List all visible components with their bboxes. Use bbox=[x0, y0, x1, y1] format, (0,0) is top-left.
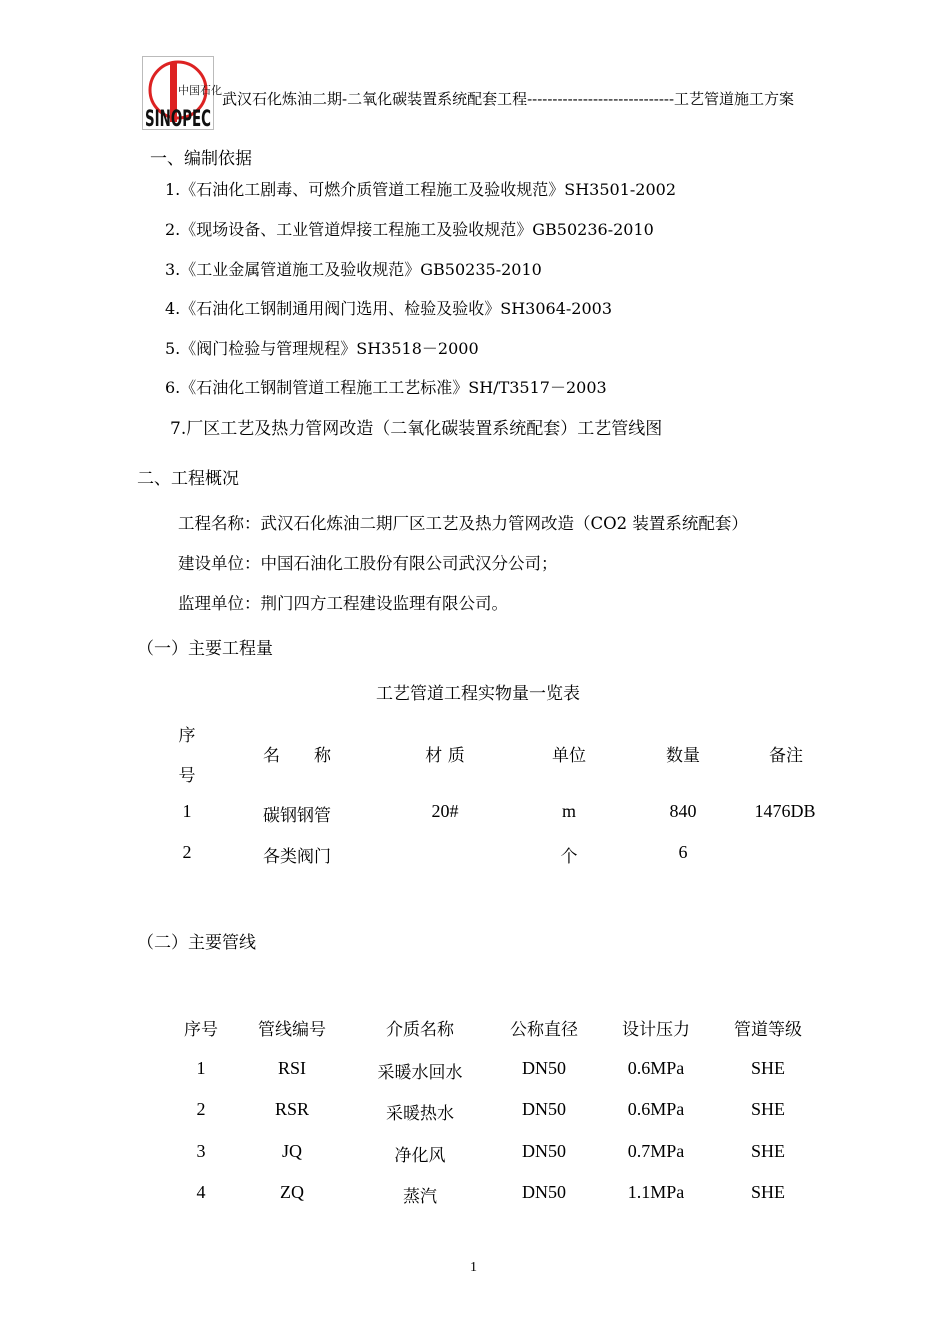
basis-item: 4.《石油化工钢制通用阀门选用、检验及验收》SH3064-2003 bbox=[165, 299, 613, 318]
table-cell: DN50 bbox=[522, 1182, 566, 1202]
table-cell: 0.6MPa bbox=[627, 1099, 685, 1119]
table-cell: 1.1MPa bbox=[627, 1182, 685, 1202]
owner-unit: 建设单位：中国石油化工股份有限公司武汉分公司； bbox=[178, 554, 558, 573]
column-header: 介质名称 bbox=[386, 1020, 454, 1040]
basis-item: 6.《石油化工钢制管道工程施工工艺标准》SH/T3517－2003 bbox=[165, 378, 607, 397]
subsection-heading-quantities: （一）主要工程量 bbox=[137, 639, 273, 659]
table-cell: 2 bbox=[196, 1099, 206, 1119]
sinopec-logo-icon bbox=[142, 56, 222, 132]
project-name: 工程名称：武汉石化炼油二期厂区工艺及热力管网改造（CO2 装置系统配套） bbox=[178, 514, 748, 533]
header-title: 武汉石化炼油二期-二氧化碳装置系统配套工程-----------------------------工艺管道施工方案 bbox=[222, 90, 795, 108]
subsection-heading-pipelines: （二）主要管线 bbox=[137, 933, 256, 953]
table-cell: 0.7MPa bbox=[627, 1141, 685, 1161]
column-header: 序 bbox=[178, 726, 196, 746]
basis-item: 1.《石油化工剧毒、可燃介质管道工程施工及验收规范》SH3501-2002 bbox=[165, 180, 677, 199]
table-cell: DN50 bbox=[522, 1141, 566, 1161]
basis-item: 2.《现场设备、工业管道焊接工程施工及验收规范》GB50236-2010 bbox=[165, 220, 654, 239]
table-cell: DN50 bbox=[522, 1099, 566, 1119]
column-header: 号 bbox=[178, 766, 196, 786]
section-heading-basis: 一、编制依据 bbox=[150, 149, 252, 169]
table-cell: 20# bbox=[431, 801, 459, 821]
table-cell: 个 bbox=[560, 847, 578, 867]
column-header: 管线编号 bbox=[258, 1020, 326, 1040]
table-title: 工艺管道工程实物量一览表 bbox=[376, 684, 580, 704]
column-header: 材 质 bbox=[425, 746, 465, 766]
sinopec-logo bbox=[142, 56, 222, 132]
column-header: 序号 bbox=[184, 1020, 218, 1040]
table-cell: 各类阀门 bbox=[263, 847, 331, 867]
column-header: 数量 bbox=[666, 746, 700, 766]
table-cell: 1476DB bbox=[754, 801, 816, 821]
svg-text:中国石化: 中国石化 bbox=[178, 84, 222, 97]
table-cell: 2 bbox=[182, 842, 192, 862]
supervision-unit: 监理单位：荆门四方工程建设监理有限公司。 bbox=[178, 594, 508, 613]
table-cell: ZQ bbox=[280, 1182, 304, 1202]
table-cell: 0.6MPa bbox=[627, 1058, 685, 1078]
table-cell: SHE bbox=[750, 1141, 786, 1161]
table-cell: 蒸汽 bbox=[403, 1187, 437, 1207]
column-header: 名 称 bbox=[263, 746, 331, 766]
table-cell: 840 bbox=[669, 801, 697, 821]
table-cell: 4 bbox=[196, 1182, 206, 1202]
column-header: 管道等级 bbox=[734, 1020, 802, 1040]
table-cell: 6 bbox=[678, 842, 688, 862]
table-cell: 3 bbox=[196, 1141, 206, 1161]
column-header: 设计压力 bbox=[622, 1020, 690, 1040]
page-number: 1 bbox=[470, 1260, 477, 1275]
table-cell: JQ bbox=[281, 1141, 303, 1161]
table-cell: 采暖水回水 bbox=[377, 1063, 463, 1083]
column-header: 单位 bbox=[552, 746, 586, 766]
table-cell: RSI bbox=[277, 1058, 307, 1078]
table-cell: DN50 bbox=[522, 1058, 566, 1078]
table-cell: SHE bbox=[750, 1099, 786, 1119]
table-cell: 1 bbox=[196, 1058, 206, 1078]
svg-text:SINOPEC: SINOPEC bbox=[145, 107, 211, 132]
section-heading-overview: 二、工程概况 bbox=[137, 469, 239, 489]
column-header: 备注 bbox=[769, 746, 803, 766]
basis-item: 5.《阀门检验与管理规程》SH3518－2000 bbox=[165, 339, 479, 358]
basis-item: 3.《工业金属管道施工及验收规范》GB50235-2010 bbox=[165, 260, 542, 279]
table-cell: RSR bbox=[274, 1099, 310, 1119]
table-cell: 1 bbox=[182, 801, 192, 821]
basis-item: 7.厂区工艺及热力管网改造（二氧化碳装置系统配套）工艺管线图 bbox=[170, 419, 663, 439]
table-cell: SHE bbox=[750, 1182, 786, 1202]
table-cell: 碳钢钢管 bbox=[263, 806, 331, 826]
table-cell: SHE bbox=[750, 1058, 786, 1078]
table-cell: m bbox=[561, 801, 577, 821]
column-header: 公称直径 bbox=[510, 1020, 578, 1040]
table-cell: 净化风 bbox=[394, 1146, 446, 1166]
table-cell: 采暖热水 bbox=[386, 1104, 454, 1124]
